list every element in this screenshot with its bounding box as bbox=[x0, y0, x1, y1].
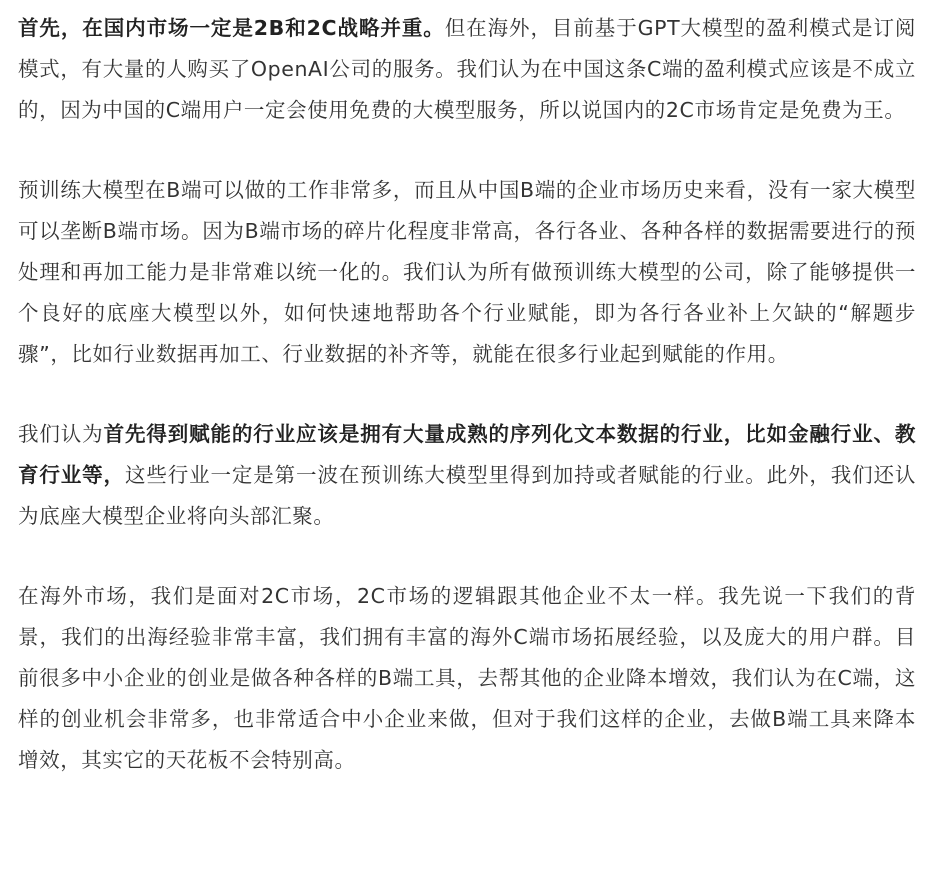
paragraph-2-text: 预训练大模型在B端可以做的工作非常多，而且从中国B端的企业市场历史来看，没有一家大模型可以垄断B端市场。因为B端市场的碎片化程度非常高，各行各业、各种各样的数据需要进行的预处理和再加工能力是非常难以统一化的。我们认为所有做预训练大模型的公司，除了能够提供一个良好的底座大模型以外，如何快速地帮助各个行业赋能，即为各行各业补上欠缺的“解题步骤”，比如行业数据再加工、行业数据的补齐等，就能在很多行业起到赋能的作用。 bbox=[18, 178, 916, 366]
paragraph-2 bbox=[18, 170, 916, 375]
paragraph-3-bold: 首先得到赋能的行业应该是拥有大量成熟的序列化文本数据的行业，比如金融行业、教育行业等， bbox=[18, 422, 916, 487]
paragraph-1 bbox=[18, 8, 916, 131]
paragraph-1-text: 但在海外，目前基于GPT大模型的盈利模式是订阅模式，有大量的人购买了OpenAI公司的服务。我们认为在中国这条C端的盈利模式应该是不成立的，因为中国的C端用户一定会使用免费的大模型服务，所以说国内的2C市场肯定是免费为王。 bbox=[18, 16, 917, 122]
paragraph-4 bbox=[18, 576, 916, 781]
paragraph-3-lead: 我们认为 bbox=[18, 422, 104, 446]
paragraph-4-text: 在海外市场，我们是面对2C市场，2C市场的逻辑跟其他企业不太一样。我先说一下我们的背景，我们的出海经验非常丰富，我们拥有丰富的海外C端市场拓展经验，以及庞大的用户群。目前很多中小企业的创业是做各种各样的B端工具，去帮其他的企业降本增效，我们认为在C端，这样的创业机会非常多，也非常适合中小企业来做，但对于我们这样的企业，去做B端工具来降本增效，其实它的天花板不会特别高。 bbox=[18, 584, 916, 772]
paragraph-3 bbox=[18, 414, 916, 537]
paragraph-3-text: 这些行业一定是第一波在预训练大模型里得到加持或者赋能的行业。此外，我们还认为底座大模型企业将向头部汇聚。 bbox=[18, 463, 917, 528]
paragraph-1-bold: 首先，在国内市场一定是2B和2C战略并重。 bbox=[18, 16, 445, 40]
